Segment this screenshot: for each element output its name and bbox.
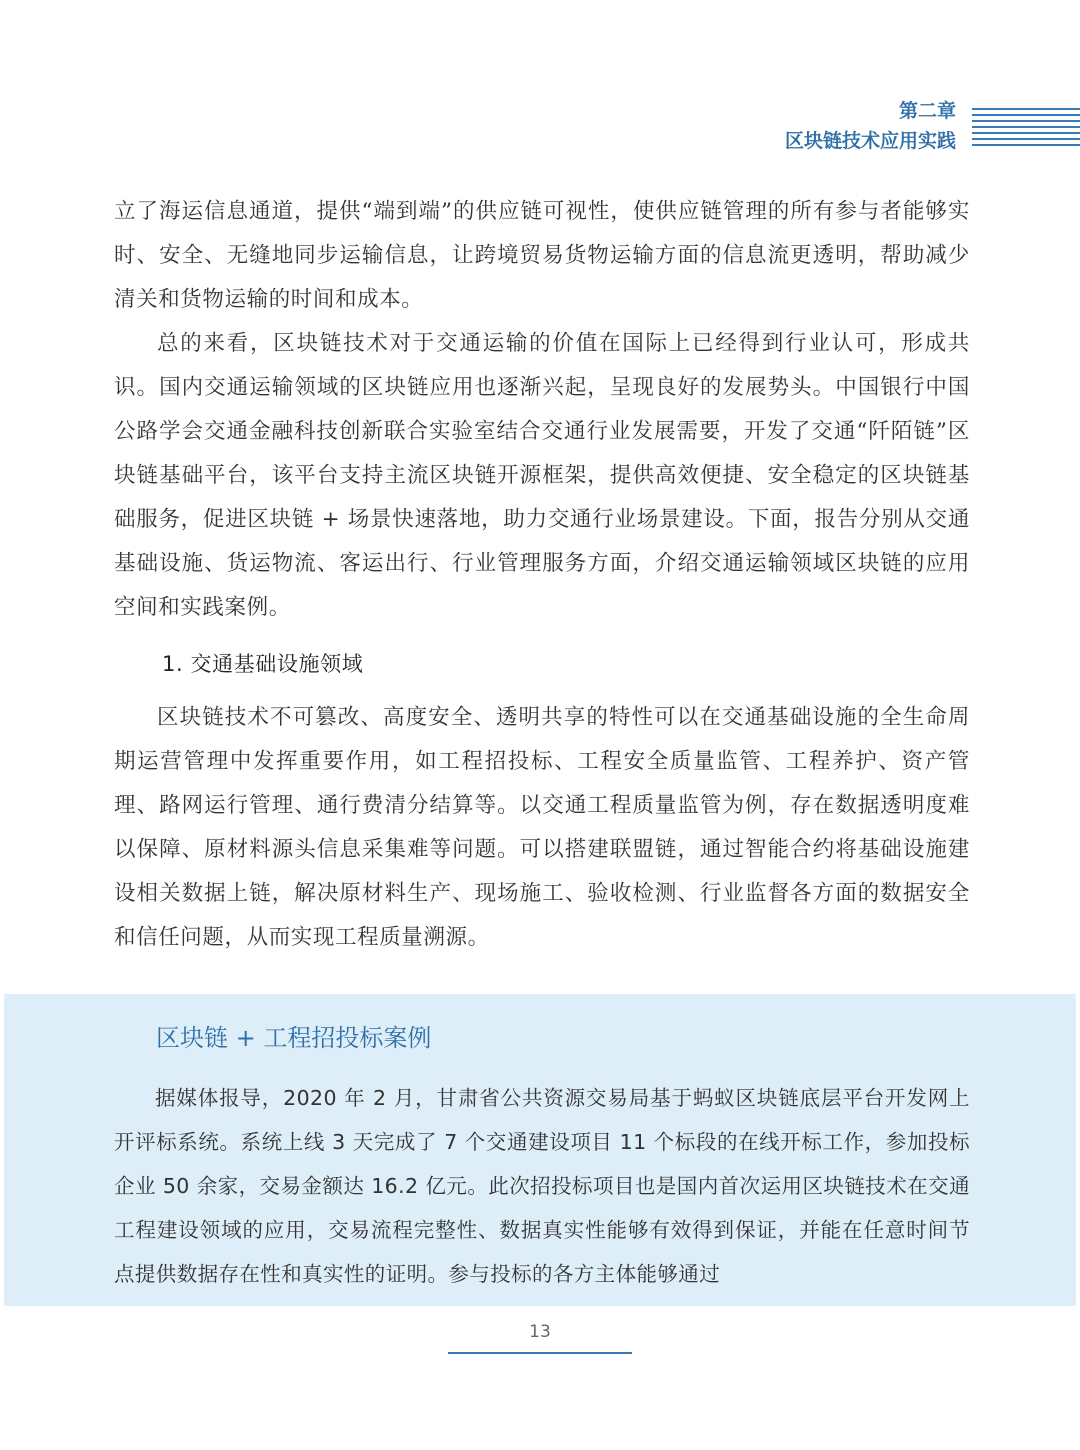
main-text bbox=[114, 190, 970, 960]
page-number: 13 bbox=[529, 1322, 551, 1342]
case-study-title: 区块链 + 工程招投标案例 bbox=[156, 1024, 432, 1052]
header-line bbox=[972, 114, 1080, 116]
header-line bbox=[972, 120, 1080, 122]
case-study-paragraph: 据媒体报导，2020 年 2 月，甘肃省公共资源交易局基于蚂蚁区块链底层平台开发网上开评标系统。系统上线 3 天完成了 7 个交通建设项目 11 个标段的在线开标工作，参加投标企业 50 余家，交易金额达 16.2 亿元。此次招投标项目也是国内首次运用区块链技术在交通工程建设领域的应用，交易流程完整性、数据真实性能够有效得到保证，并能在任意时间节点提供数据存在性和真实性的证明。参与投标的各方主体能够通过 bbox=[114, 1086, 970, 1286]
header-line bbox=[972, 144, 1080, 146]
case-study-text bbox=[114, 1076, 970, 1296]
header-line bbox=[972, 138, 1080, 140]
header-decoration-lines bbox=[972, 108, 1080, 150]
header-line bbox=[972, 108, 1080, 110]
paragraph-continued: 立了海运信息通道，提供“端到端”的供应链可视性，使供应链管理的所有参与者能够实时、安全、无缝地同步运输信息，让跨境贸易货物运输方面的信息流更透明，帮助减少清关和货物运输的时间和成本。 bbox=[114, 199, 970, 312]
chapter-title: 区块链技术应用实践 bbox=[784, 130, 956, 152]
page-number-rule bbox=[448, 1352, 632, 1354]
section-paragraph: 区块链技术不可篡改、高度安全、透明共享的特性可以在交通基础设施的全生命周期运营管理中发挥重要作用，如工程招投标、工程安全质量监管、工程养护、资产管理、路网运行管理、通行费清分结算等。以交通工程质量监管为例，存在数据透明度难以保障、原材料源头信息采集难等问题。可以搭建联盟链，通过智能合约将基础设施建设相关数据上链，解决原材料生产、现场施工、验收检测、行业监督各方面的数据安全和信任问题，从而实现工程质量溯源。 bbox=[114, 705, 970, 950]
header-line bbox=[972, 126, 1080, 128]
section-heading: 1. 交通基础设施领域 bbox=[162, 652, 364, 676]
chapter-header bbox=[785, 96, 956, 156]
paragraph-summary: 总的来看，区块链技术对于交通运输的价值在国际上已经得到行业认可，形成共识。国内交通运输领域的区块链应用也逐渐兴起，呈现良好的发展势头。中国银行中国公路学会交通金融科技创新联合实验室结合交通行业发展需要，开发了交通“阡陌链”区块链基础平台，该平台支持主流区块链开源框架，提供高效便捷、安全稳定的区块链基础服务，促进区块链 + 场景快速落地，助力交通行业场景建设。下面，报告分别从交通基础设施、货运物流、客运出行、行业管理服务方面，介绍交通运输领域区块链的应用空间和实践案例。 bbox=[114, 331, 970, 620]
chapter-label: 第二章 bbox=[898, 100, 956, 122]
header-line bbox=[972, 132, 1080, 134]
